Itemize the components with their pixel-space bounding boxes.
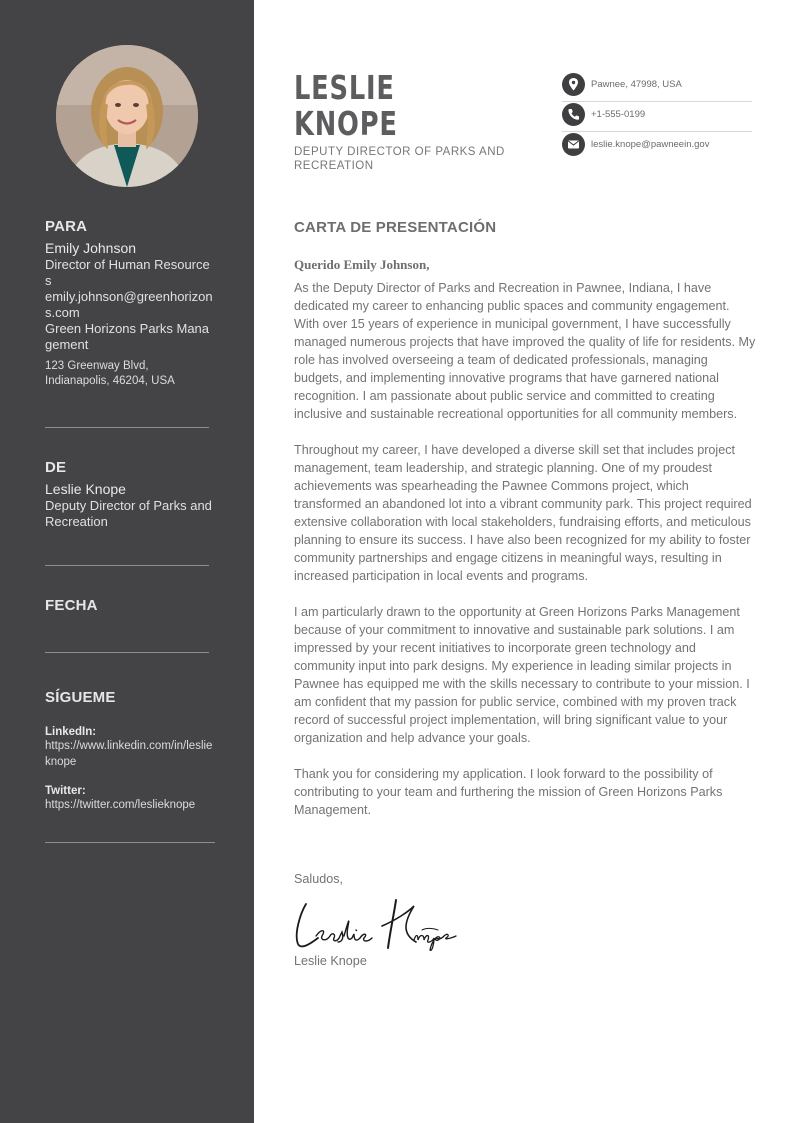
salutation: Querido Emily Johnson, [294,257,430,272]
signed-name: Leslie Knope [294,954,367,968]
profile-photo-illustration [56,45,198,187]
contact-address-text: Pawnee, 47998, USA [591,79,682,90]
envelope-icon [562,133,585,156]
contact-email-text[interactable]: leslie.knope@pawneein.gov [591,139,710,150]
letter-paragraph: Throughout my career, I have developed a diverse skill set that includes project management, team leadership, and strategic planning. One of my proudest achievements was spearheading the Pawnee Commons project, which transformed an abandoned lot into a vibrant community park. This project required extensive collaboration with local stakeholders, fundraising efforts, and meticulous planning to ensure its success. I have also been recognized for my ability to foster community partnerships and engage citizens in meaningful ways, resulting in increased participation in local events and programs. [294,443,752,583]
main-content [254,0,794,1123]
page-title [294,70,398,142]
linkedin-link[interactable]: https://www.linkedin.com/in/leslieknope [45,740,213,768]
contact-phone [562,102,752,132]
letter-body [294,279,756,837]
divider [45,565,209,566]
signature-drawing [292,892,462,954]
recipient-address-line2: Indianapolis, 46204, USA [45,375,175,387]
date-heading: FECHA [45,597,98,614]
recipient-address-line1: 123 Greenway Blvd, [45,360,149,372]
linkedin-label: LinkedIn: [45,726,97,738]
follow-heading: SÍGUEME [45,689,116,706]
recipient-block [45,218,213,389]
divider [45,842,215,843]
job-title: DEPUTY DIRECTOR OF PARKS AND RECREATION [294,146,505,172]
letter-heading: CARTA DE PRESENTACIÓN [294,219,497,236]
contact-email [562,132,752,161]
sender-name: Leslie Knope [45,481,126,497]
twitter-label: Twitter: [45,785,86,797]
recipient-company: Green Horizons Parks Management [45,321,210,352]
contact-address [562,72,752,102]
map-pin-icon [562,73,585,96]
sender-title: Deputy Director of Parks and Recreation [45,498,212,529]
sidebar [0,0,254,1123]
date-block [45,597,213,614]
sender-heading: DE [45,459,67,476]
phone-icon [562,103,585,126]
twitter-link[interactable]: https://twitter.com/leslieknope [45,799,196,811]
recipient-name: Emily Johnson [45,240,137,256]
divider [45,652,209,653]
divider [45,427,209,428]
closing: Saludos, [294,872,344,886]
recipient-address [45,359,213,389]
contact-list [562,72,752,161]
first-name: LESLIE [294,68,395,107]
letter-paragraph: I am particularly drawn to the opportunity at Green Horizons Parks Management because of your commitment to innovative and sustainable park solutions. I am impressed by your recent initiatives to incorporate green technology and community input into park designs. My experience in leading similar projects in Pawnee has equipped me with the skills necessary to contribute to your mission. I am confident that my passion for public service, combined with my proven track record of successful project implementation, will bring significant value to your organization and help advance your goals. [294,605,750,745]
profile-photo [56,45,198,187]
letter-paragraph: As the Deputy Director of Parks and Recreation in Pawnee, Indiana, I have dedicated my career to enhancing public spaces and community engagement. With over 15 years of experience in municipal government, I have successfully managed numerous projects that have improved the quality of life for residents. My role has involved overseeing a team of dedicated professionals, managing budgets, and implementing innovative programs that have garnered national recognition. I am passionate about public service and committed to creating inclusive and sustainable recreational opportunities for all community members. [294,281,756,421]
sender-block [45,459,213,530]
recipient-title: Director of Human Resources [45,257,210,288]
follow-block [45,689,213,813]
last-name: KNOPE [294,104,398,143]
handwritten-signature [292,892,462,959]
letter-paragraph: Thank you for considering my application. I look forward to the possibility of contributing to your team and furthering the mission of Green Horizons Parks Management. [294,767,723,817]
contact-phone-text[interactable]: +1-555-0199 [591,109,646,120]
recipient-email[interactable]: emily.johnson@greenhorizons.com [45,289,213,320]
recipient-heading: PARA [45,218,88,235]
